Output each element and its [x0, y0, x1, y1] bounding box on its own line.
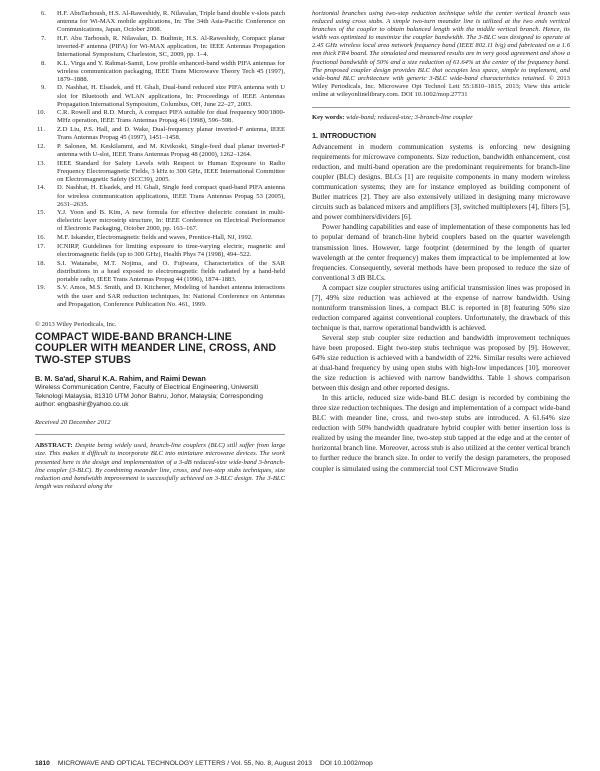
reference-text: D. Nashhat, H. Elsadek, and H. Ghali, Dual-band reduced size PIFA antenna with U slot for Bluetooth and WLAN applications, In: Proceedings of IEEE Antennas Propagation International Symposium, Columbus, OH, June 22–27, 2003. [57, 84, 285, 108]
reference-item [35, 284, 285, 308]
reference-text: ICNIRP, Guidelines for limiting exposure to time-varying electric, magnetic and electromagnetic fields (up to 300 GHz), Health Phys 74 (1998), 494–522. [57, 242, 285, 258]
reference-item [35, 10, 285, 34]
reference-number: 16. [37, 234, 46, 242]
body-paragraph: Advancement in modern communication systems is enforcing new designing requirements for microwave components. Size reduction, bandwidth enhancement, cost reduction, and multi-band operation are the predominant requirements for branch-line coupler (BLC) designs. BLCs [1] are requisite components in many modern wireless communication systems; they are for instance employed as building component of Butler matrices [2]. They are also extensively utilized in designing many microwave circuits such as balanced mixers and amplifiers [3], switched multiplexers [4], filters [5], and power combiners/dividers [6]. [312, 143, 570, 222]
reference-item [35, 243, 285, 259]
reference-text: S.V. Amos, M.S. Smith, and D. Kitchener, Modeling of handset antenna interactions with the user and SAR reduction techniques, In: National Conference on Antennas and Propagation, Conference Publication No. 461, 1999. [57, 284, 285, 308]
abstract-label: ABSTRACT: [35, 442, 73, 450]
author-affiliation: Wireless Communication Centre, Faculty of Electrical Engineering, Universiti Teknologi Malaysia, 81310 UTM Johor Bahru, Johor, Malaysia; Corresponding author: engbashir@yahoo.co.uk [35, 384, 263, 408]
reference-number: 8. [41, 59, 46, 67]
keywords-label: Key words: [312, 114, 345, 122]
journal-doi: DOI 10.1002/mop [319, 760, 373, 767]
reference-list [35, 10, 285, 309]
abstract [35, 442, 285, 491]
reference-text: P. Salonen, M. Keskilammi, and M. Kivikoski, Single-feed dual planar inverted-F antenna with U-slot, IEEE Trans Antennas Propag 48 (2000), 1262–1264. [57, 142, 285, 158]
reference-text: Z.D Liu, P.S. Hall, and D. Wake, Dual-frequency planar inverted-F antenna, IEEE Trans Antennas Propag 45 (1997), 1451–1458. [57, 126, 285, 142]
page-footer [35, 760, 575, 767]
reference-text: C.R. Rowell and R.D. Murch, A compact PIFA suitable for dual frequency 900/1800-MHz operation, IEEE Trans Antennas Propag 46 (1998), 596–598. [57, 109, 285, 125]
abstract-continuation [312, 10, 570, 99]
section-heading: 1. INTRODUCTION [312, 131, 377, 141]
reference-number: 19. [37, 284, 46, 292]
article-authors: B. M. Sa'ad, Sharul K.A. Rahim, and Raimi Dewan [35, 374, 206, 384]
reference-item [35, 160, 285, 184]
body-paragraph: Power handling capabilities and ease of implementation of these components has led to popular demand of branch-line hybrid couplers based on the quarter wavelength transmission lines. However, large footprint (determined by the length of quarter wavelength at the center frequency) makes them impractical to be implemented at low frequencies. Consequently, several methods have been proposed to reduce the size of conventional 3 dB BLCs. [312, 223, 570, 282]
reference-text: D. Nashhat, H. Elsadek, and H. Ghali, Single feed compact quad-band PIFA antenna for wireless communication applications, IEEE Trans Antennas Propag 53 (2005), 2631–2635. [57, 184, 285, 208]
journal-info: MICROWAVE AND OPTICAL TECHNOLOGY LETTERS / Vol. 55, No. 8, August 2013 [57, 760, 312, 767]
reference-text: H.F. Abu Tarboush, R. Nilavalan, D. Budimir, H.S. Al-Raweshidy, Compact planar inverted-F antenna (PIFA) for Wi-MAX application, In: IEEE Antennas Propagation International Symposium, Charleston, SC, 2009, pp. 1–4. [57, 34, 285, 58]
abstract-citation: © 2013 Wiley Periodicals, Inc. Microwave Opt Technol Lett 55:1810–1815, 2013; View this article online at wileyonlinelibrary.com. DOI 10.1002/mop.27731 [312, 74, 570, 98]
left-column [35, 10, 285, 491]
keywords-list: wide-band; reduced-size; 3-branch-line coupler [344, 114, 473, 122]
reference-text: K.L. Virga and Y. Rahmat-Samii, Low profile enhanced-band width PIFA antennas for wireless communication packaging, IEEE Trans Microwave Theory Tech 45 (1997), 1879–1888. [57, 59, 285, 83]
reference-number: 7. [41, 34, 46, 42]
abstract-text: Despite being widely used, branch-line couplers (BLC) still suffer from large size. This makes it difficult to incorporate BLC into miniature microwave devices. The work presented here is the design and implementation of a 3-dB reduced-size wide-band 3-branch-line coupler (3-BLC). By combining meander line, cross, and two-step stubs techniques, size reduction and bandwidth improvement is successfully achieved on 3-BLC design. The 3-BLC length was reduced along the [35, 442, 285, 491]
reference-number: 13. [37, 159, 46, 167]
reference-text: IEEE Standard for Safety Levels with Respect to Human Exposure to Radio Frequency Electromagnetic Fields, 3 kHz to 300 GHz, IEEE International Committee on Electromagnetic Safety (SCC39), 2005. [57, 159, 285, 183]
body-paragraph: In this article, reduced size wide-band BLC design is recorded by combining the three size reduction techniques. The design and implementation of a compact wide-band BLC with meander line, cross, and two-step stubs are introduced. A 61.64% size reduction with 50% bandwidth quadrature hybrid coupler with better insertion loss is realized by using the meander line, two-step stub tapped at the edge and at the center of horizontal branch line. Moreover, across stub is also utilized at the center vertical branch to further reduce the branch size. In order to verify the design parameters, the proposed coupler is simulated using the commercial tool CST Microwave Studio [312, 394, 570, 473]
reference-number: 6. [41, 10, 46, 17]
reference-number: 12. [37, 142, 46, 150]
reference-item [35, 260, 285, 284]
abstract-continued-text: horizontal branches using two-step reduction technique while the center vertical branch was reduced using cross stubs. A simple two-turn meander line is utilized at the two ends vertical branches of the coupler to obtain balanced length with the middle vertical branch. Hence, its width was optimized to maximize the coupler bandwidth. The 3-BLC was designed to operate at 2.45 GHz wireless local area network frequency band (IEEE 802.11 b/g) and fabricated on a 1.6 mm thick FR4 board. The simulated and measured results are in very good agreement and show a fractional bandwidth of 50% and a size reduction of 61.64% at the center of the frequency band. The proposed coupler design provides BLC that occupies less space, simple to implement, and wide-band BLC architecture with generic 3-BLC wide-band characteristics retained. [312, 10, 570, 82]
reference-item [35, 109, 285, 125]
reference-number: 9. [41, 84, 46, 92]
reference-item [35, 35, 285, 59]
reference-text: M.F. Iskander, Electromagnetic fields and waves, Prentice-Hall, NJ, 1992. [57, 234, 253, 242]
reference-item [35, 234, 285, 242]
right-column [312, 10, 570, 474]
reference-number: 17. [37, 242, 46, 250]
body-paragraph: Several step stub coupler size reduction and bandwidth improvement techniques have been proposed. Eight two-step stubs technique was proposed by [9]. However, 64% size reduction is achieved with a bandwidth of 22%. Similar results were achieved at dual-band frequency by using open stubs with high-low impedances [10], moreover the size reduction is achieved with narrow bandwidths. Table 1 shows comparison between this design and other reported designs. [312, 333, 570, 393]
reference-number: 11. [37, 126, 45, 134]
reference-text: Y.J. Yoon and B. Kim, A new formula for effective dielectric constant in multi- dielectric layer microstrip structure, In: IEEE Conference on Electrical Performance of Electronic Packaging, October 2000, pp. 163–167. [57, 209, 285, 233]
reference-text: H.F. AbuTarboush, H.S. Al-Raweshidy, R. Nilavalan, Triple band double v-slots patch antenna for Wi-MAX mobile applications, In: The 34th Asia-Pacific Conference on Communications, Japan, October 2008. [57, 10, 285, 34]
reference-number: 14. [37, 184, 46, 192]
received-date: Received 20 December 2012 [35, 419, 285, 435]
article-title: COMPACT WIDE-BAND BRANCH-LINE COUPLER WITH MEANDER LINE, CROSS, AND TWO-STEP STUBS [35, 330, 277, 366]
reference-number: 10. [37, 109, 46, 117]
reference-item [35, 60, 285, 84]
reference-item [35, 209, 285, 233]
keywords [312, 107, 570, 121]
reference-item [35, 126, 285, 142]
reference-item [35, 84, 285, 108]
reference-number: 18. [37, 259, 46, 267]
reference-item [35, 143, 285, 159]
page-number: 1810 [35, 760, 50, 767]
reference-number: 15. [37, 209, 46, 217]
reference-text: S.I. Watanabe, M.T. Nojima, and O. Fujiwara, Characteristics of the SAR distributions in a head exposed to electromagnetic fields radiated by a hand-held portable radio, IEEE Trans Antennas Propag 44 (1996), 1874–1883. [57, 259, 285, 283]
body-paragraph: A compact size coupler structures using artificial transmission lines was proposed in [7], 49% size reduction was achieved at the expense of narrow bandwidth. Using nonuniform transmission lines, a compact BLC is reported in [8] featuring 50% size reduction compared against conventional couplers. Unfortunately, the drawback of this technique is that, narrow operational bandwidth is achieved. [312, 283, 570, 332]
copyright-line: © 2013 Wiley Periodicals, Inc. [35, 320, 117, 328]
reference-item [35, 184, 285, 208]
